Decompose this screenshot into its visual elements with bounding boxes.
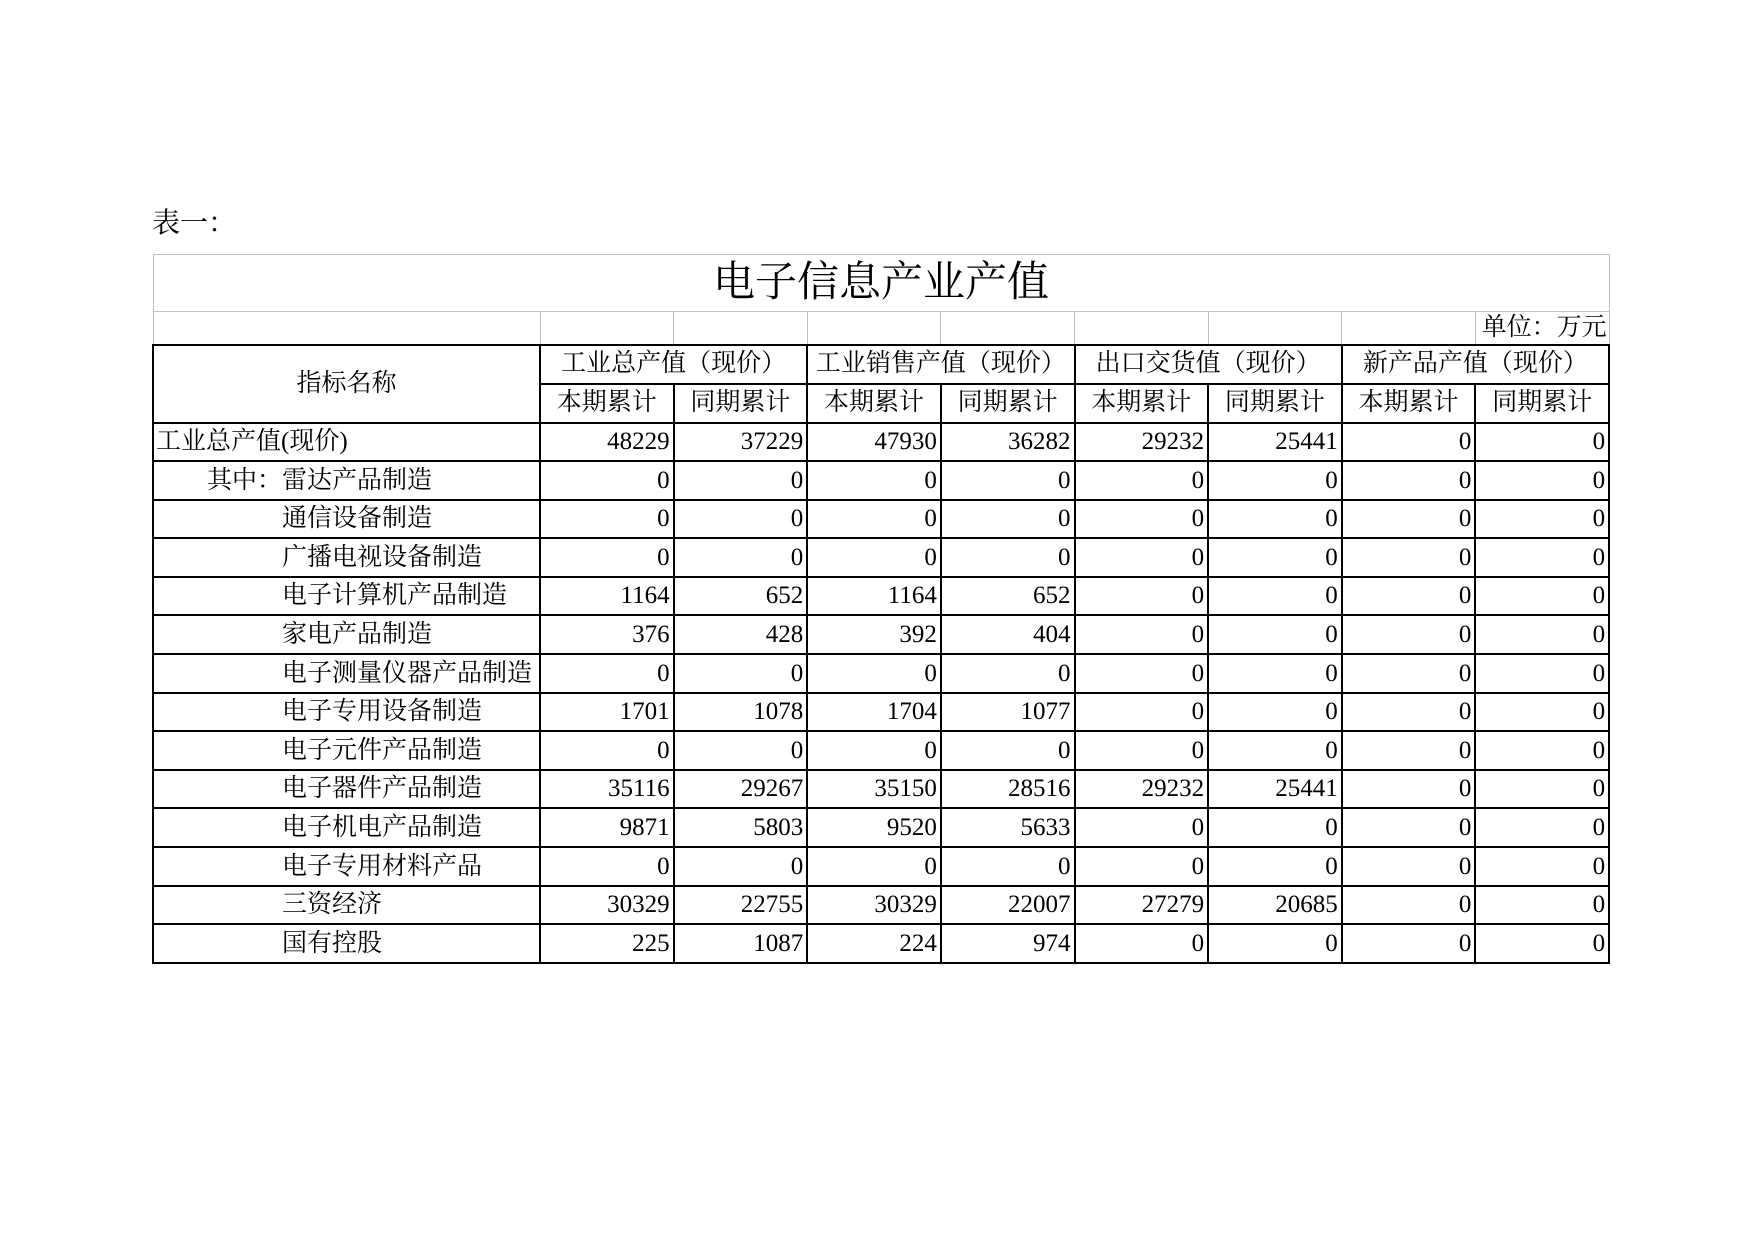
- new-product-prior-cell: 0: [1475, 924, 1609, 963]
- sales-output-current-cell: 392: [807, 615, 941, 654]
- row-label: 工业总产值(现价): [153, 423, 540, 462]
- sales-output-prior-cell: 0: [941, 731, 1075, 770]
- sales-output-current-cell: 1704: [807, 693, 941, 732]
- row-label: 电子元件产品制造: [153, 731, 540, 770]
- sales-output-prior-cell: 0: [941, 654, 1075, 693]
- gridline-cell: [1075, 312, 1209, 345]
- header-row-groups: [153, 345, 1609, 384]
- sales-output-prior-cell: 974: [941, 924, 1075, 963]
- row-label: 电子计算机产品制造: [153, 577, 540, 616]
- export-value-prior-cell: 0: [1208, 731, 1342, 770]
- sales-output-current-cell: 224: [807, 924, 941, 963]
- subheader-current-cumulative: 本期累计: [540, 384, 674, 423]
- new-product-prior-cell: 0: [1475, 615, 1609, 654]
- industrial-output-prior-cell: 1087: [674, 924, 808, 963]
- header-indicator-name: 指标名称: [153, 345, 540, 423]
- data-row: [153, 654, 1609, 693]
- export-value-prior-cell: 0: [1208, 693, 1342, 732]
- title-row: [153, 255, 1609, 312]
- sales-output-current-cell: 0: [807, 500, 941, 539]
- sales-output-prior-cell: 5633: [941, 808, 1075, 847]
- table-title: 电子信息产业产值: [153, 255, 1609, 312]
- row-label: 其中：雷达产品制造: [153, 461, 540, 500]
- sales-output-prior-cell: 0: [941, 500, 1075, 539]
- export-value-prior-cell: 0: [1208, 461, 1342, 500]
- new-product-prior-cell: 0: [1475, 461, 1609, 500]
- industrial-output-current-cell: 0: [540, 654, 674, 693]
- new-product-current-cell: 0: [1342, 770, 1476, 809]
- industrial-output-current-cell: 1164: [540, 577, 674, 616]
- row-label: 通信设备制造: [153, 500, 540, 539]
- new-product-prior-cell: 0: [1475, 423, 1609, 462]
- sales-output-prior-cell: 404: [941, 615, 1075, 654]
- sales-output-prior-cell: 0: [941, 847, 1075, 886]
- export-value-current-cell: 29232: [1075, 423, 1209, 462]
- sales-output-current-cell: 0: [807, 538, 941, 577]
- export-value-prior-cell: 0: [1208, 654, 1342, 693]
- sales-output-current-cell: 0: [807, 847, 941, 886]
- export-value-prior-cell: 0: [1208, 500, 1342, 539]
- data-row: [153, 886, 1609, 925]
- export-value-current-cell: 0: [1075, 500, 1209, 539]
- export-value-prior-cell: 0: [1208, 577, 1342, 616]
- export-value-prior-cell: 0: [1208, 808, 1342, 847]
- sales-output-prior-cell: 22007: [941, 886, 1075, 925]
- export-value-current-cell: 0: [1075, 731, 1209, 770]
- industrial-output-current-cell: 225: [540, 924, 674, 963]
- data-row: [153, 615, 1609, 654]
- export-value-current-cell: 0: [1075, 924, 1209, 963]
- export-value-prior-cell: 0: [1208, 924, 1342, 963]
- new-product-current-cell: 0: [1342, 615, 1476, 654]
- export-value-current-cell: 0: [1075, 808, 1209, 847]
- industrial-output-prior-cell: 0: [674, 461, 808, 500]
- sales-output-prior-cell: 652: [941, 577, 1075, 616]
- gridline-cell: [153, 312, 540, 345]
- new-product-current-cell: 0: [1342, 577, 1476, 616]
- industrial-output-prior-cell: 0: [674, 538, 808, 577]
- industrial-output-current-cell: 30329: [540, 886, 674, 925]
- industrial-output-prior-cell: 652: [674, 577, 808, 616]
- sales-output-prior-cell: 0: [941, 461, 1075, 500]
- row-label: 电子专用设备制造: [153, 693, 540, 732]
- new-product-current-cell: 0: [1342, 423, 1476, 462]
- sales-output-current-cell: 47930: [807, 423, 941, 462]
- export-value-current-cell: 0: [1075, 538, 1209, 577]
- new-product-current-cell: 0: [1342, 886, 1476, 925]
- industrial-output-current-cell: 0: [540, 731, 674, 770]
- export-value-prior-cell: 25441: [1208, 770, 1342, 809]
- data-row: [153, 808, 1609, 847]
- row-label: 电子器件产品制造: [153, 770, 540, 809]
- export-value-prior-cell: 0: [1208, 847, 1342, 886]
- industrial-output-current-cell: 0: [540, 847, 674, 886]
- sales-output-current-cell: 0: [807, 731, 941, 770]
- export-value-current-cell: 0: [1075, 615, 1209, 654]
- sales-output-current-cell: 35150: [807, 770, 941, 809]
- gridline-cell: [807, 312, 941, 345]
- header-industrial-output: 工业总产值（现价）: [540, 345, 807, 384]
- new-product-current-cell: 0: [1342, 847, 1476, 886]
- subheader-current-cumulative: 本期累计: [807, 384, 941, 423]
- subheader-prior-cumulative: 同期累计: [941, 384, 1075, 423]
- sales-output-prior-cell: 36282: [941, 423, 1075, 462]
- industrial-output-prior-cell: 5803: [674, 808, 808, 847]
- sales-output-current-cell: 0: [807, 654, 941, 693]
- data-row: [153, 847, 1609, 886]
- row-label: 国有控股: [153, 924, 540, 963]
- new-product-current-cell: 0: [1342, 538, 1476, 577]
- export-value-current-cell: 29232: [1075, 770, 1209, 809]
- header-export-delivery: 出口交货值（现价）: [1075, 345, 1342, 384]
- new-product-prior-cell: 0: [1475, 500, 1609, 539]
- industrial-output-current-cell: 9871: [540, 808, 674, 847]
- industrial-output-prior-cell: 1078: [674, 693, 808, 732]
- export-value-prior-cell: 25441: [1208, 423, 1342, 462]
- gridline-cell: [1342, 312, 1476, 345]
- industrial-output-prior-cell: 37229: [674, 423, 808, 462]
- export-value-prior-cell: 0: [1208, 538, 1342, 577]
- header-sales-output: 工业销售产值（现价）: [807, 345, 1074, 384]
- unit-row: [153, 312, 1609, 345]
- industrial-output-prior-cell: 0: [674, 847, 808, 886]
- unit-label: 单位：万元: [1475, 312, 1609, 345]
- data-row: [153, 577, 1609, 616]
- row-label: 电子机电产品制造: [153, 808, 540, 847]
- sales-output-current-cell: 9520: [807, 808, 941, 847]
- gridline-cell: [1208, 312, 1342, 345]
- new-product-prior-cell: 0: [1475, 693, 1609, 732]
- row-label: 电子测量仪器产品制造: [153, 654, 540, 693]
- subheader-prior-cumulative: 同期累计: [674, 384, 808, 423]
- new-product-prior-cell: 0: [1475, 577, 1609, 616]
- industrial-output-current-cell: 1701: [540, 693, 674, 732]
- gridline-cell: [674, 312, 808, 345]
- subheader-current-cumulative: 本期累计: [1075, 384, 1209, 423]
- industrial-output-prior-cell: 22755: [674, 886, 808, 925]
- new-product-current-cell: 0: [1342, 693, 1476, 732]
- new-product-prior-cell: 0: [1475, 538, 1609, 577]
- new-product-prior-cell: 0: [1475, 847, 1609, 886]
- table-caption: 表一：: [152, 208, 237, 239]
- export-value-current-cell: 0: [1075, 693, 1209, 732]
- row-label: 广播电视设备制造: [153, 538, 540, 577]
- industrial-output-current-cell: 0: [540, 461, 674, 500]
- industrial-output-prior-cell: 29267: [674, 770, 808, 809]
- industrial-output-prior-cell: 428: [674, 615, 808, 654]
- export-value-prior-cell: 0: [1208, 615, 1342, 654]
- export-value-current-cell: 27279: [1075, 886, 1209, 925]
- data-row: [153, 770, 1609, 809]
- industrial-output-prior-cell: 0: [674, 731, 808, 770]
- sales-output-current-cell: 1164: [807, 577, 941, 616]
- data-row: [153, 924, 1609, 963]
- header-new-product-output: 新产品产值（现价）: [1342, 345, 1609, 384]
- new-product-current-cell: 0: [1342, 924, 1476, 963]
- new-product-current-cell: 0: [1342, 808, 1476, 847]
- industrial-output-current-cell: 35116: [540, 770, 674, 809]
- industrial-output-current-cell: 376: [540, 615, 674, 654]
- data-row: [153, 423, 1609, 462]
- gridline-cell: [941, 312, 1075, 345]
- export-value-current-cell: 0: [1075, 461, 1209, 500]
- row-label: 电子专用材料产品: [153, 847, 540, 886]
- sales-output-current-cell: 0: [807, 461, 941, 500]
- new-product-prior-cell: 0: [1475, 808, 1609, 847]
- industrial-output-current-cell: 48229: [540, 423, 674, 462]
- export-value-current-cell: 0: [1075, 577, 1209, 616]
- data-row: [153, 500, 1609, 539]
- data-row: [153, 731, 1609, 770]
- industrial-output-current-cell: 0: [540, 500, 674, 539]
- new-product-current-cell: 0: [1342, 461, 1476, 500]
- new-product-prior-cell: 0: [1475, 654, 1609, 693]
- new-product-prior-cell: 0: [1475, 886, 1609, 925]
- sales-output-current-cell: 30329: [807, 886, 941, 925]
- industrial-output-prior-cell: 0: [674, 500, 808, 539]
- export-value-current-cell: 0: [1075, 847, 1209, 886]
- subheader-prior-cumulative: 同期累计: [1475, 384, 1609, 423]
- data-row: [153, 461, 1609, 500]
- sales-output-prior-cell: 28516: [941, 770, 1075, 809]
- new-product-prior-cell: 0: [1475, 731, 1609, 770]
- new-product-current-cell: 0: [1342, 500, 1476, 539]
- gridline-cell: [540, 312, 674, 345]
- data-row: [153, 538, 1609, 577]
- export-value-current-cell: 0: [1075, 654, 1209, 693]
- data-row: [153, 693, 1609, 732]
- new-product-prior-cell: 0: [1475, 770, 1609, 809]
- industrial-output-prior-cell: 0: [674, 654, 808, 693]
- sales-output-prior-cell: 0: [941, 538, 1075, 577]
- export-value-prior-cell: 20685: [1208, 886, 1342, 925]
- sales-output-prior-cell: 1077: [941, 693, 1075, 732]
- row-label: 家电产品制造: [153, 615, 540, 654]
- subheader-current-cumulative: 本期累计: [1342, 384, 1476, 423]
- subheader-prior-cumulative: 同期累计: [1208, 384, 1342, 423]
- row-label: 三资经济: [153, 886, 540, 925]
- new-product-current-cell: 0: [1342, 731, 1476, 770]
- output-value-table: [152, 254, 1610, 964]
- new-product-current-cell: 0: [1342, 654, 1476, 693]
- industrial-output-current-cell: 0: [540, 538, 674, 577]
